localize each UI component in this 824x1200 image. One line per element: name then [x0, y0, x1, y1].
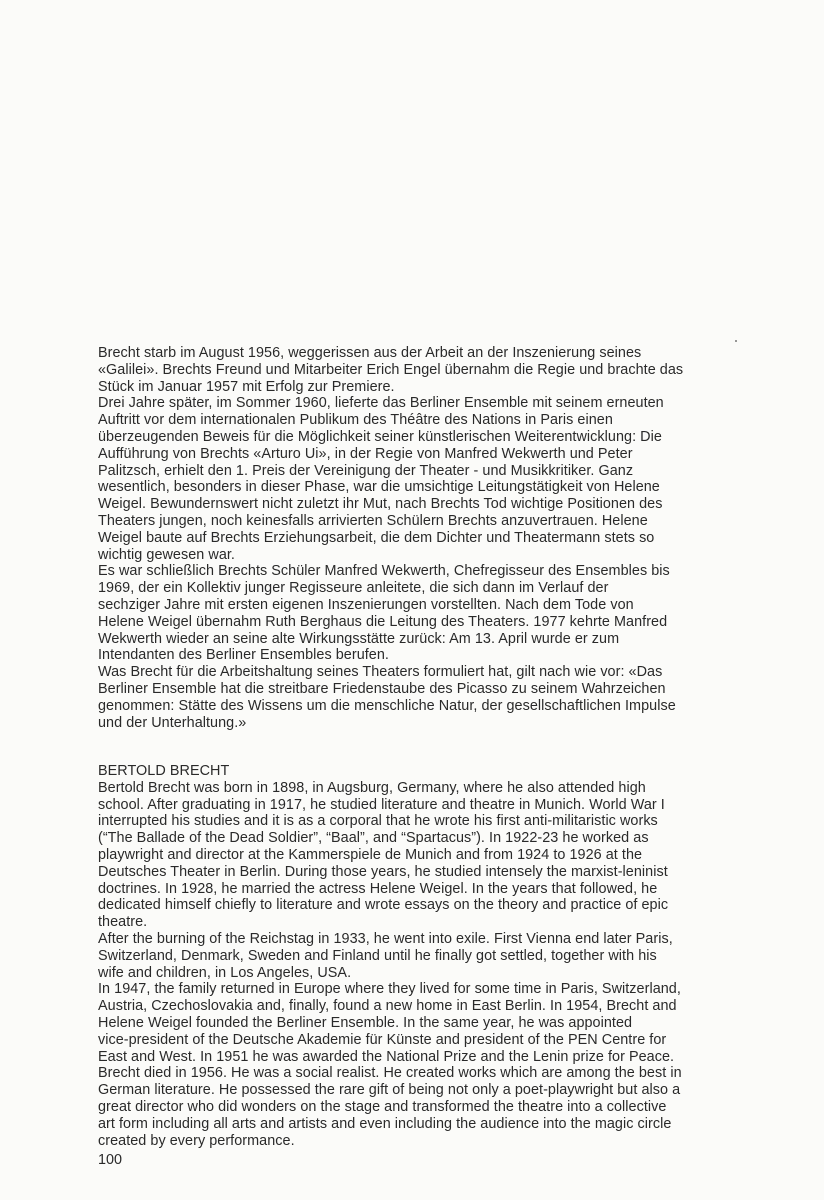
text-line: theatre.: [98, 914, 148, 931]
text-line: Stück im Januar 1957 mit Erfolg zur Premiere.: [98, 378, 395, 395]
text-line: Weigel. Bewundernswert nicht zuletzt ihr Mut, nach Brechts Tod wichtige Positionen des: [98, 496, 663, 513]
text-line: created by every performance.: [98, 1132, 295, 1149]
text-line: doctrines. In 1928, he married the actress Helene Weigel. In the years that followed, he: [98, 880, 658, 897]
text-line: Weigel baute auf Brechts Erziehungsarbeit, die dem Dichter und Theatermann stets so: [98, 529, 655, 546]
text-line: Bertold Brecht was born in 1898, in Augsburg, Germany, where he also attended high: [98, 779, 646, 796]
text-line: East and West. In 1951 he was awarded the National Prize and the Lenin prize for Peace.: [98, 1048, 675, 1065]
text-line: dedicated himself chiefly to literature and wrote essays on the theory and practice of epic: [98, 897, 669, 914]
text-line: Palitzsch, erhielt den 1. Preis der Vereinigung der Theater - und Musikkritiker. Ganz: [98, 462, 634, 479]
text-line: Was Brecht für die Arbeitshaltung seines Theaters formuliert hat, gilt nach wie vor: «Das: [98, 664, 663, 681]
text-line: interrupted his studies and it is as a corporal that he wrote his first anti-militaristic works: [98, 813, 658, 830]
text-line: Auftritt vor dem internationalen Publikum des Théâtre des Nations in Paris einen: [98, 412, 613, 429]
text-line: school. After graduating in 1917, he studied literature and theatre in Munich. World War I: [98, 796, 665, 813]
text-line: wife and children, in Los Angeles, USA.: [98, 964, 352, 981]
text-line: Brecht died in 1956. He was a social realist. He created works which are among the best in: [98, 1065, 682, 1082]
text-line: Switzerland, Denmark, Sweden and Finland until he finally got settled, together with his: [98, 947, 657, 964]
text-line: genommen: Stätte des Wissens um die menschliche Natur, der gesellschaftlichen Impulse: [98, 697, 676, 714]
text-line: und der Unterhaltung.»: [98, 714, 247, 731]
text-line: wichtig gewesen war.: [98, 546, 235, 563]
page-number: 100: [98, 1152, 123, 1168]
english-text-block: [98, 763, 798, 1149]
text-line: überzeugenden Beweis für die Möglichkeit seiner künstlerischen Weiterentwicklung: Die: [98, 428, 662, 445]
text-line: Intendanten des Berliner Ensembles berufen.: [98, 647, 389, 664]
text-line: Brecht starb im August 1956, weggerissen aus der Arbeit an der Inszenierung seines: [98, 345, 642, 361]
text-line: playwright and director at the Kammerspiele de Munich and from 1924 to 1926 at the: [98, 846, 643, 863]
print-speck: [735, 340, 737, 342]
text-line: «Galilei». Brechts Freund und Mitarbeiter Erich Engel übernahm die Regie und brachte das: [98, 361, 684, 378]
section-heading: BERTOLD BRECHT: [98, 763, 230, 779]
text-line: great director who did wonders on the stage and transformed the theatre into a collective: [98, 1098, 667, 1115]
text-line: vice-president of the Deutsche Akademie für Künste and president of the PEN Centre for: [98, 1031, 667, 1048]
text-line: Deutsches Theater in Berlin. During those years, he studied intensely the marxist-leninist: [98, 863, 668, 880]
text-line: German literature. He possessed the rare gift of being not only a poet-playwright but also a: [98, 1082, 681, 1099]
text-line: 1969, der ein Kollektiv junger Regisseure anleitete, die sich dann im Verlauf der: [98, 580, 609, 597]
german-text-block: [98, 345, 798, 731]
text-line: Drei Jahre später, im Sommer 1960, lieferte das Berliner Ensemble mit seinem erneuten: [98, 395, 664, 412]
text-line: wesentlich, besonders in dieser Phase, war die umsichtige Leitungstätigkeit von Helene: [98, 479, 660, 496]
text-line: Aufführung von Brechts «Arturo Ui», in der Regie von Manfred Wekwerth und Peter: [98, 445, 633, 462]
text-line: Berliner Ensemble hat die streitbare Friedenstaube des Picasso zu seinem Wahrzeichen: [98, 680, 666, 697]
text-line: Theaters jungen, noch keinesfalls arrivierten Schülern Brechts anzuvertrauen. Helene: [98, 512, 648, 529]
text-line: (“The Ballade of the Dead Soldier”, “Baal”, and “Spartacus”). In 1922-23 he worked as: [98, 830, 649, 847]
text-line: Wekwerth wieder an seine alte Wirkungsstätte zurück: Am 13. April wurde er zum: [98, 630, 620, 647]
text-line: Helene Weigel übernahm Ruth Berghaus die Leitung des Theaters. 1977 kehrte Manfred: [98, 613, 668, 630]
text-line: Helene Weigel founded the Berliner Ensemble. In the same year, he was appointed: [98, 1014, 633, 1031]
text-line: sechziger Jahre mit ersten eigenen Inszenierungen vorstellten. Nach dem Tode von: [98, 596, 634, 613]
text-line: After the burning of the Reichstag in 1933, he went into exile. First Vienna end later Paris,: [98, 930, 673, 947]
text-line: Austria, Czechoslovakia and, finally, found a new home in East Berlin. In 1954, Brecht and: [98, 998, 677, 1015]
text-line: Es war schließlich Brechts Schüler Manfred Wekwerth, Chefregisseur des Ensembles bis: [98, 563, 670, 580]
text-line: In 1947, the family returned in Europe where they lived for some time in Paris, Switzerland,: [98, 981, 681, 998]
text-line: art form including all arts and artists and even including the audience into the magic circle: [98, 1115, 672, 1132]
